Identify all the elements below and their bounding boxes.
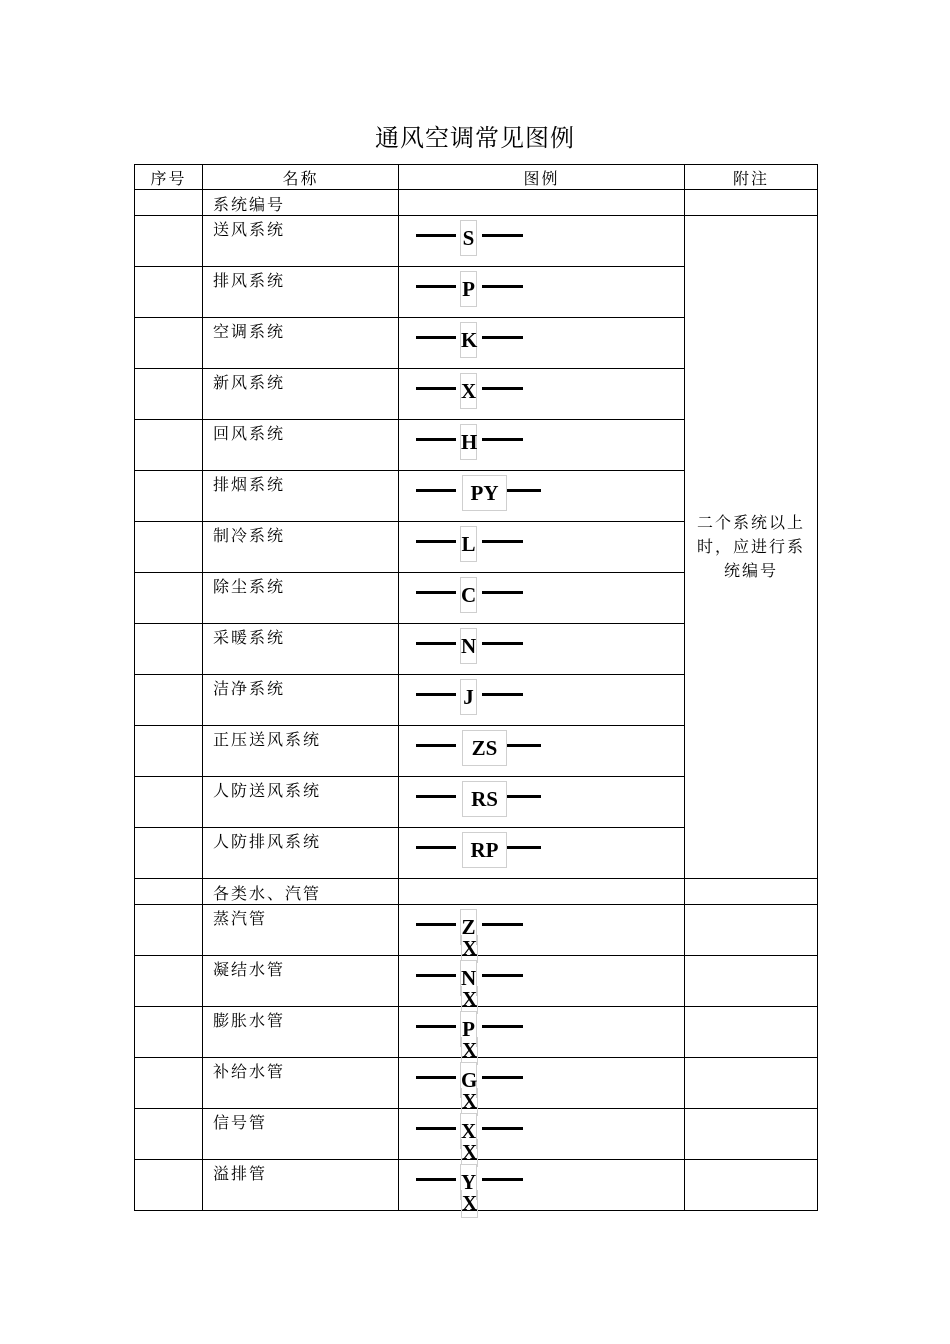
line-symbol xyxy=(399,369,684,418)
legend-cell xyxy=(399,1109,685,1164)
table-row xyxy=(135,1007,818,1058)
line-segment-left xyxy=(416,693,456,696)
note-cell xyxy=(685,1109,818,1160)
index-cell xyxy=(135,956,203,1007)
note-cell xyxy=(685,1160,818,1211)
symbol-code: H xyxy=(460,424,477,460)
index-cell xyxy=(135,777,203,828)
symbol-code-top: G xyxy=(461,1068,478,1092)
legend-cell xyxy=(399,828,685,879)
index-cell xyxy=(135,573,203,624)
item-name: 人防送风系统 xyxy=(203,777,399,828)
legend-cell xyxy=(399,216,685,267)
symbol-code-bottom: X xyxy=(461,986,478,1014)
symbol-code-bottom: X xyxy=(461,1190,478,1218)
legend-cell xyxy=(399,726,685,777)
table-row xyxy=(135,905,818,956)
line-symbol xyxy=(399,1160,684,1215)
symbol-code xyxy=(460,1011,478,1062)
symbol-code xyxy=(460,960,478,1011)
line-segment-left xyxy=(416,642,456,645)
index-cell xyxy=(135,905,203,956)
index-cell xyxy=(135,216,203,267)
note-cell xyxy=(685,1007,818,1058)
line-segment-left xyxy=(416,1076,456,1079)
symbol-code-top: N xyxy=(461,966,477,990)
symbol-code: C xyxy=(460,577,477,613)
legend-cell xyxy=(399,522,685,573)
header-legend: 图例 xyxy=(399,165,685,190)
system-code-note: 二个系统以上时，应进行系统编号 xyxy=(696,513,805,580)
index-cell xyxy=(135,190,203,216)
line-symbol xyxy=(399,471,684,520)
table-row xyxy=(135,1058,818,1109)
index-cell xyxy=(135,1007,203,1058)
legend-cell xyxy=(399,318,685,369)
line-symbol xyxy=(399,1109,684,1164)
line-symbol xyxy=(399,522,684,571)
line-segment-right xyxy=(482,923,523,926)
item-name: 信号管 xyxy=(203,1109,399,1160)
line-segment-left xyxy=(416,1178,456,1181)
index-cell xyxy=(135,267,203,318)
line-segment-right xyxy=(482,591,523,594)
note-cell xyxy=(685,879,818,905)
line-symbol xyxy=(399,573,684,622)
item-name: 采暖系统 xyxy=(203,624,399,675)
index-cell xyxy=(135,726,203,777)
line-symbol xyxy=(399,777,684,826)
symbol-code: X xyxy=(460,373,477,409)
legend-cell xyxy=(399,956,685,1011)
line-segment-left xyxy=(416,438,456,441)
line-segment-right xyxy=(482,642,523,645)
line-segment-left xyxy=(416,489,456,492)
symbol-code xyxy=(460,1164,478,1215)
line-segment-right xyxy=(482,387,523,390)
line-segment-left xyxy=(416,974,456,977)
symbol-code: L xyxy=(460,526,477,562)
symbol-code: RS xyxy=(462,781,507,817)
item-name: 凝结水管 xyxy=(203,956,399,1007)
line-segment-left xyxy=(416,234,456,237)
section-label: 各类水、汽管 xyxy=(203,879,399,905)
line-symbol xyxy=(399,1007,684,1062)
symbol-code-bottom: X xyxy=(461,1037,478,1065)
line-segment-right xyxy=(482,438,523,441)
section-row-water-steam-pipes xyxy=(135,879,818,905)
index-cell xyxy=(135,369,203,420)
line-symbol xyxy=(399,828,684,877)
symbol-code: K xyxy=(460,322,477,358)
legend-cell xyxy=(399,190,685,216)
line-symbol xyxy=(399,267,684,316)
item-name: 除尘系统 xyxy=(203,573,399,624)
line-segment-left xyxy=(416,387,456,390)
symbol-code: S xyxy=(460,220,477,256)
symbol-code: RP xyxy=(462,832,507,868)
item-name: 排风系统 xyxy=(203,267,399,318)
line-symbol xyxy=(399,1058,684,1113)
index-cell xyxy=(135,1058,203,1109)
index-cell xyxy=(135,318,203,369)
section-row-system-codes xyxy=(135,190,818,216)
index-cell xyxy=(135,1160,203,1211)
legend-cell xyxy=(399,420,685,471)
legend-cell xyxy=(399,675,685,726)
line-segment-left xyxy=(416,336,456,339)
symbol-code-top: Y xyxy=(461,1170,477,1194)
symbol-code-top: Z xyxy=(461,915,476,939)
line-symbol xyxy=(399,675,684,724)
table-header-row xyxy=(135,165,818,190)
line-segment-right xyxy=(482,1025,523,1028)
line-symbol xyxy=(399,216,684,265)
legend-table xyxy=(134,164,818,1215)
line-segment-left xyxy=(416,1025,456,1028)
symbol-code xyxy=(460,1062,478,1113)
note-cell xyxy=(685,1058,818,1109)
line-segment-right xyxy=(482,974,523,977)
item-name: 蒸汽管 xyxy=(203,905,399,956)
symbol-code: ZS xyxy=(462,730,507,766)
legend-cell xyxy=(399,624,685,675)
line-segment-left xyxy=(416,923,456,926)
header-note: 附注 xyxy=(685,165,818,190)
note-cell xyxy=(685,190,818,216)
item-name: 膨胀水管 xyxy=(203,1007,399,1058)
legend-cell xyxy=(399,905,685,960)
symbol-code-bottom: X xyxy=(461,1088,478,1116)
item-name: 人防排风系统 xyxy=(203,828,399,879)
item-name: 空调系统 xyxy=(203,318,399,369)
item-name: 排烟系统 xyxy=(203,471,399,522)
legend-cell xyxy=(399,1160,685,1215)
symbol-code: P xyxy=(460,271,477,307)
table-row xyxy=(135,216,818,267)
line-segment-right xyxy=(482,1127,523,1130)
item-name: 新风系统 xyxy=(203,369,399,420)
line-segment-left xyxy=(416,285,456,288)
index-cell xyxy=(135,879,203,905)
item-name: 送风系统 xyxy=(203,216,399,267)
line-symbol xyxy=(399,420,684,469)
line-segment-right xyxy=(482,540,523,543)
symbol-code-bottom: X xyxy=(461,935,478,963)
legend-cell xyxy=(399,777,685,828)
legend-cell xyxy=(399,879,685,905)
index-cell xyxy=(135,675,203,726)
table-row xyxy=(135,1160,818,1211)
item-name: 补给水管 xyxy=(203,1058,399,1109)
line-segment-left xyxy=(416,591,456,594)
header-index: 序号 xyxy=(135,165,203,190)
line-segment-left xyxy=(416,795,456,798)
table-row xyxy=(135,1109,818,1160)
line-symbol xyxy=(399,726,684,775)
item-name: 正压送风系统 xyxy=(203,726,399,777)
header-name: 名称 xyxy=(203,165,399,190)
legend-cell xyxy=(399,1007,685,1062)
legend-cell xyxy=(399,369,685,420)
line-segment-right xyxy=(482,336,523,339)
symbol-code-bottom: X xyxy=(461,1139,478,1167)
legend-cell xyxy=(399,573,685,624)
index-cell xyxy=(135,624,203,675)
symbol-code: J xyxy=(460,679,477,715)
line-segment-right xyxy=(482,234,523,237)
note-cell xyxy=(685,956,818,1007)
note-cell xyxy=(685,905,818,956)
table-row xyxy=(135,956,818,1007)
symbol-code xyxy=(460,1113,478,1164)
item-name: 回风系统 xyxy=(203,420,399,471)
line-segment-right xyxy=(482,1076,523,1079)
index-cell xyxy=(135,471,203,522)
line-symbol xyxy=(399,956,684,1011)
legend-cell xyxy=(399,1058,685,1113)
index-cell xyxy=(135,522,203,573)
line-segment-left xyxy=(416,846,456,849)
symbol-code: N xyxy=(460,628,477,664)
legend-cell xyxy=(399,267,685,318)
line-symbol xyxy=(399,905,684,960)
symbol-code-top: X xyxy=(461,1119,477,1143)
line-symbol xyxy=(399,624,684,673)
item-name: 制冷系统 xyxy=(203,522,399,573)
line-segment-right xyxy=(482,285,523,288)
index-cell xyxy=(135,420,203,471)
line-segment-right xyxy=(482,1178,523,1181)
index-cell xyxy=(135,1109,203,1160)
symbol-code: PY xyxy=(462,475,507,511)
index-cell xyxy=(135,828,203,879)
line-segment-left xyxy=(416,540,456,543)
note-cell xyxy=(685,216,818,879)
line-segment-right xyxy=(482,693,523,696)
line-segment-left xyxy=(416,744,456,747)
legend-cell xyxy=(399,471,685,522)
section-label: 系统编号 xyxy=(203,190,399,216)
item-name: 溢排管 xyxy=(203,1160,399,1211)
symbol-code-top: P xyxy=(462,1017,475,1041)
line-segment-left xyxy=(416,1127,456,1130)
line-symbol xyxy=(399,318,684,367)
symbol-code xyxy=(460,909,478,960)
page-title: 通风空调常见图例 xyxy=(375,124,575,152)
item-name: 洁净系统 xyxy=(203,675,399,726)
